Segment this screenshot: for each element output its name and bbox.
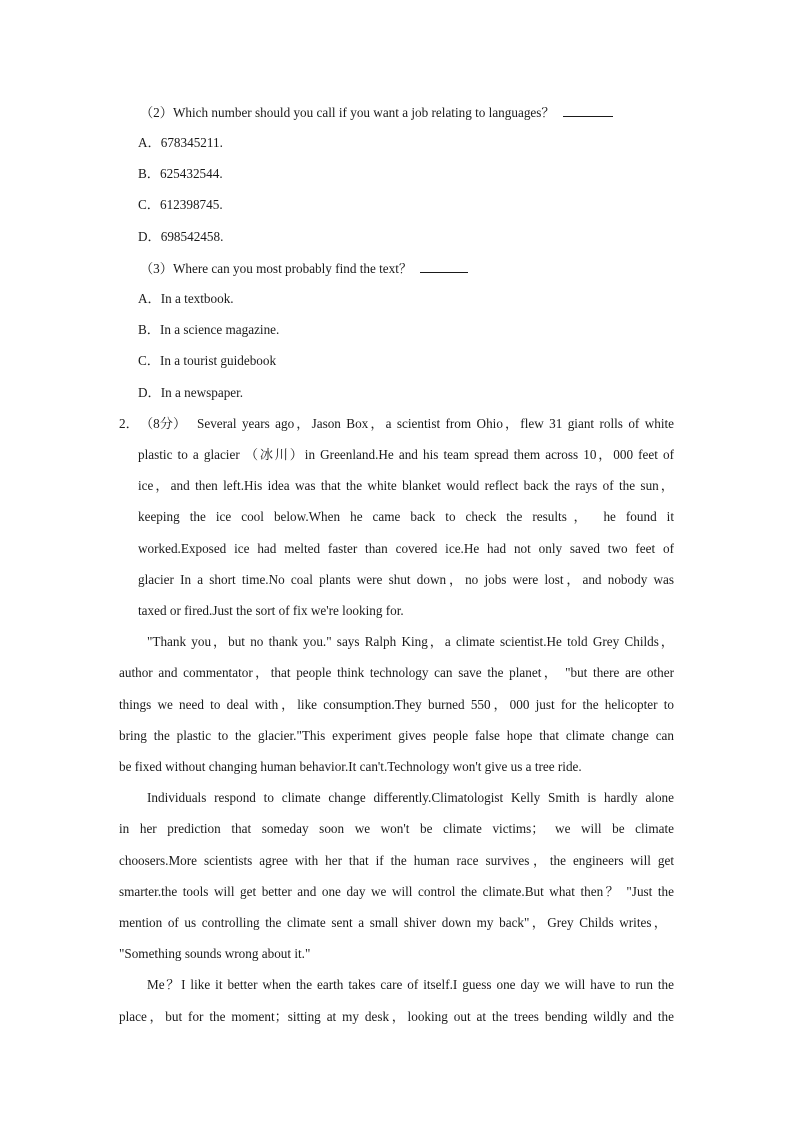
question-2-option-c[interactable]: C．612398745. (138, 197, 223, 212)
answer-blank[interactable] (420, 260, 468, 273)
question-3-option-b[interactable]: B．In a science magazine. (138, 322, 280, 337)
answer-blank[interactable] (563, 104, 613, 117)
question-score: （8分） (140, 416, 187, 431)
paragraph-1-line: taxed or fired.Just the sort of fix we're looking for. (138, 603, 404, 618)
paragraph-3-line: choosers.More scientists agree with her that if the human race survives，the engineers will get (119, 853, 674, 868)
paragraph-1-line: ice，and then left.His idea was that the white blanket would reflect back the rays of the sun， (138, 478, 674, 493)
question-2-option-b[interactable]: B．625432544. (138, 166, 223, 181)
paragraph-3-line: mention of us controlling the climate sent a small shiver down my back"，Grey Childs writes， (119, 915, 667, 930)
question-3-stem: （3）Where can you most probably find the text？ (140, 260, 468, 277)
paragraph-2-line: things we need to deal with，like consumption.They burned 550，000 just for the helicopter to (119, 697, 674, 712)
paragraph-4-line: place，but for the moment；sitting at my desk，looking out at the trees bending wildly and the (119, 1009, 674, 1024)
paragraph-1-line: Several years ago，Jason Box，a scientist from Ohio，flew 31 giant rolls of white (197, 416, 674, 431)
paragraph-1-line: plastic to a glacier （冰川）in Greenland.He and his team spread them across 10，000 feet of (138, 447, 674, 462)
paragraph-3-line: "Something sounds wrong about it." (119, 946, 311, 961)
paragraph-3-line: smarter.the tools will get better and one day we will control the climate.But what then？ "Just the (119, 884, 674, 899)
question-3-option-c[interactable]: C．In a tourist guidebook (138, 353, 277, 368)
paragraph-1-line: worked.Exposed ice had melted faster than covered ice.He had not only saved two feet of (138, 541, 674, 556)
question-3-option-d[interactable]: D．In a newspaper. (138, 385, 244, 400)
paragraph-2-line: author and commentator，that people think technology can save the planet， "but there are other (119, 665, 674, 680)
question-2-option-d[interactable]: D．698542458. (138, 229, 224, 244)
paragraph-1-line: glacier In a short time.No coal plants were shut down，no jobs were lost，and nobody was (138, 572, 674, 587)
question-2-option-a[interactable]: A．678345211. (138, 135, 223, 150)
paragraph-2-line: be fixed without changing human behavior.It can't.Technology won't give us a tree ride. (119, 759, 582, 774)
question-2-stem: （2）Which number should you call if you want a job relating to languages？ (140, 104, 613, 121)
paragraph-2-line: bring the plastic to the glacier."This experiment gives people false hope that climate change can (119, 728, 674, 743)
paragraph-1-line: keeping the ice cool below.When he came back to check the results， he found it (138, 509, 674, 524)
question-3-option-a[interactable]: A．In a textbook. (138, 291, 234, 306)
paragraph-2-line: "Thank you，but no thank you." says Ralph King，a climate scientist.He told Grey Childs， (147, 634, 674, 649)
paragraph-3-line: Individuals respond to climate change differently.Climatologist Kelly Smith is hardly alone (147, 790, 674, 805)
paragraph-4-line: Me？I like it better when the earth takes care of itself.I guess one day we will have to run the (147, 977, 674, 992)
question-number: 2． (119, 416, 139, 431)
paragraph-3-line: in her prediction that someday soon we won't be climate victims； we will be climate (119, 821, 674, 836)
